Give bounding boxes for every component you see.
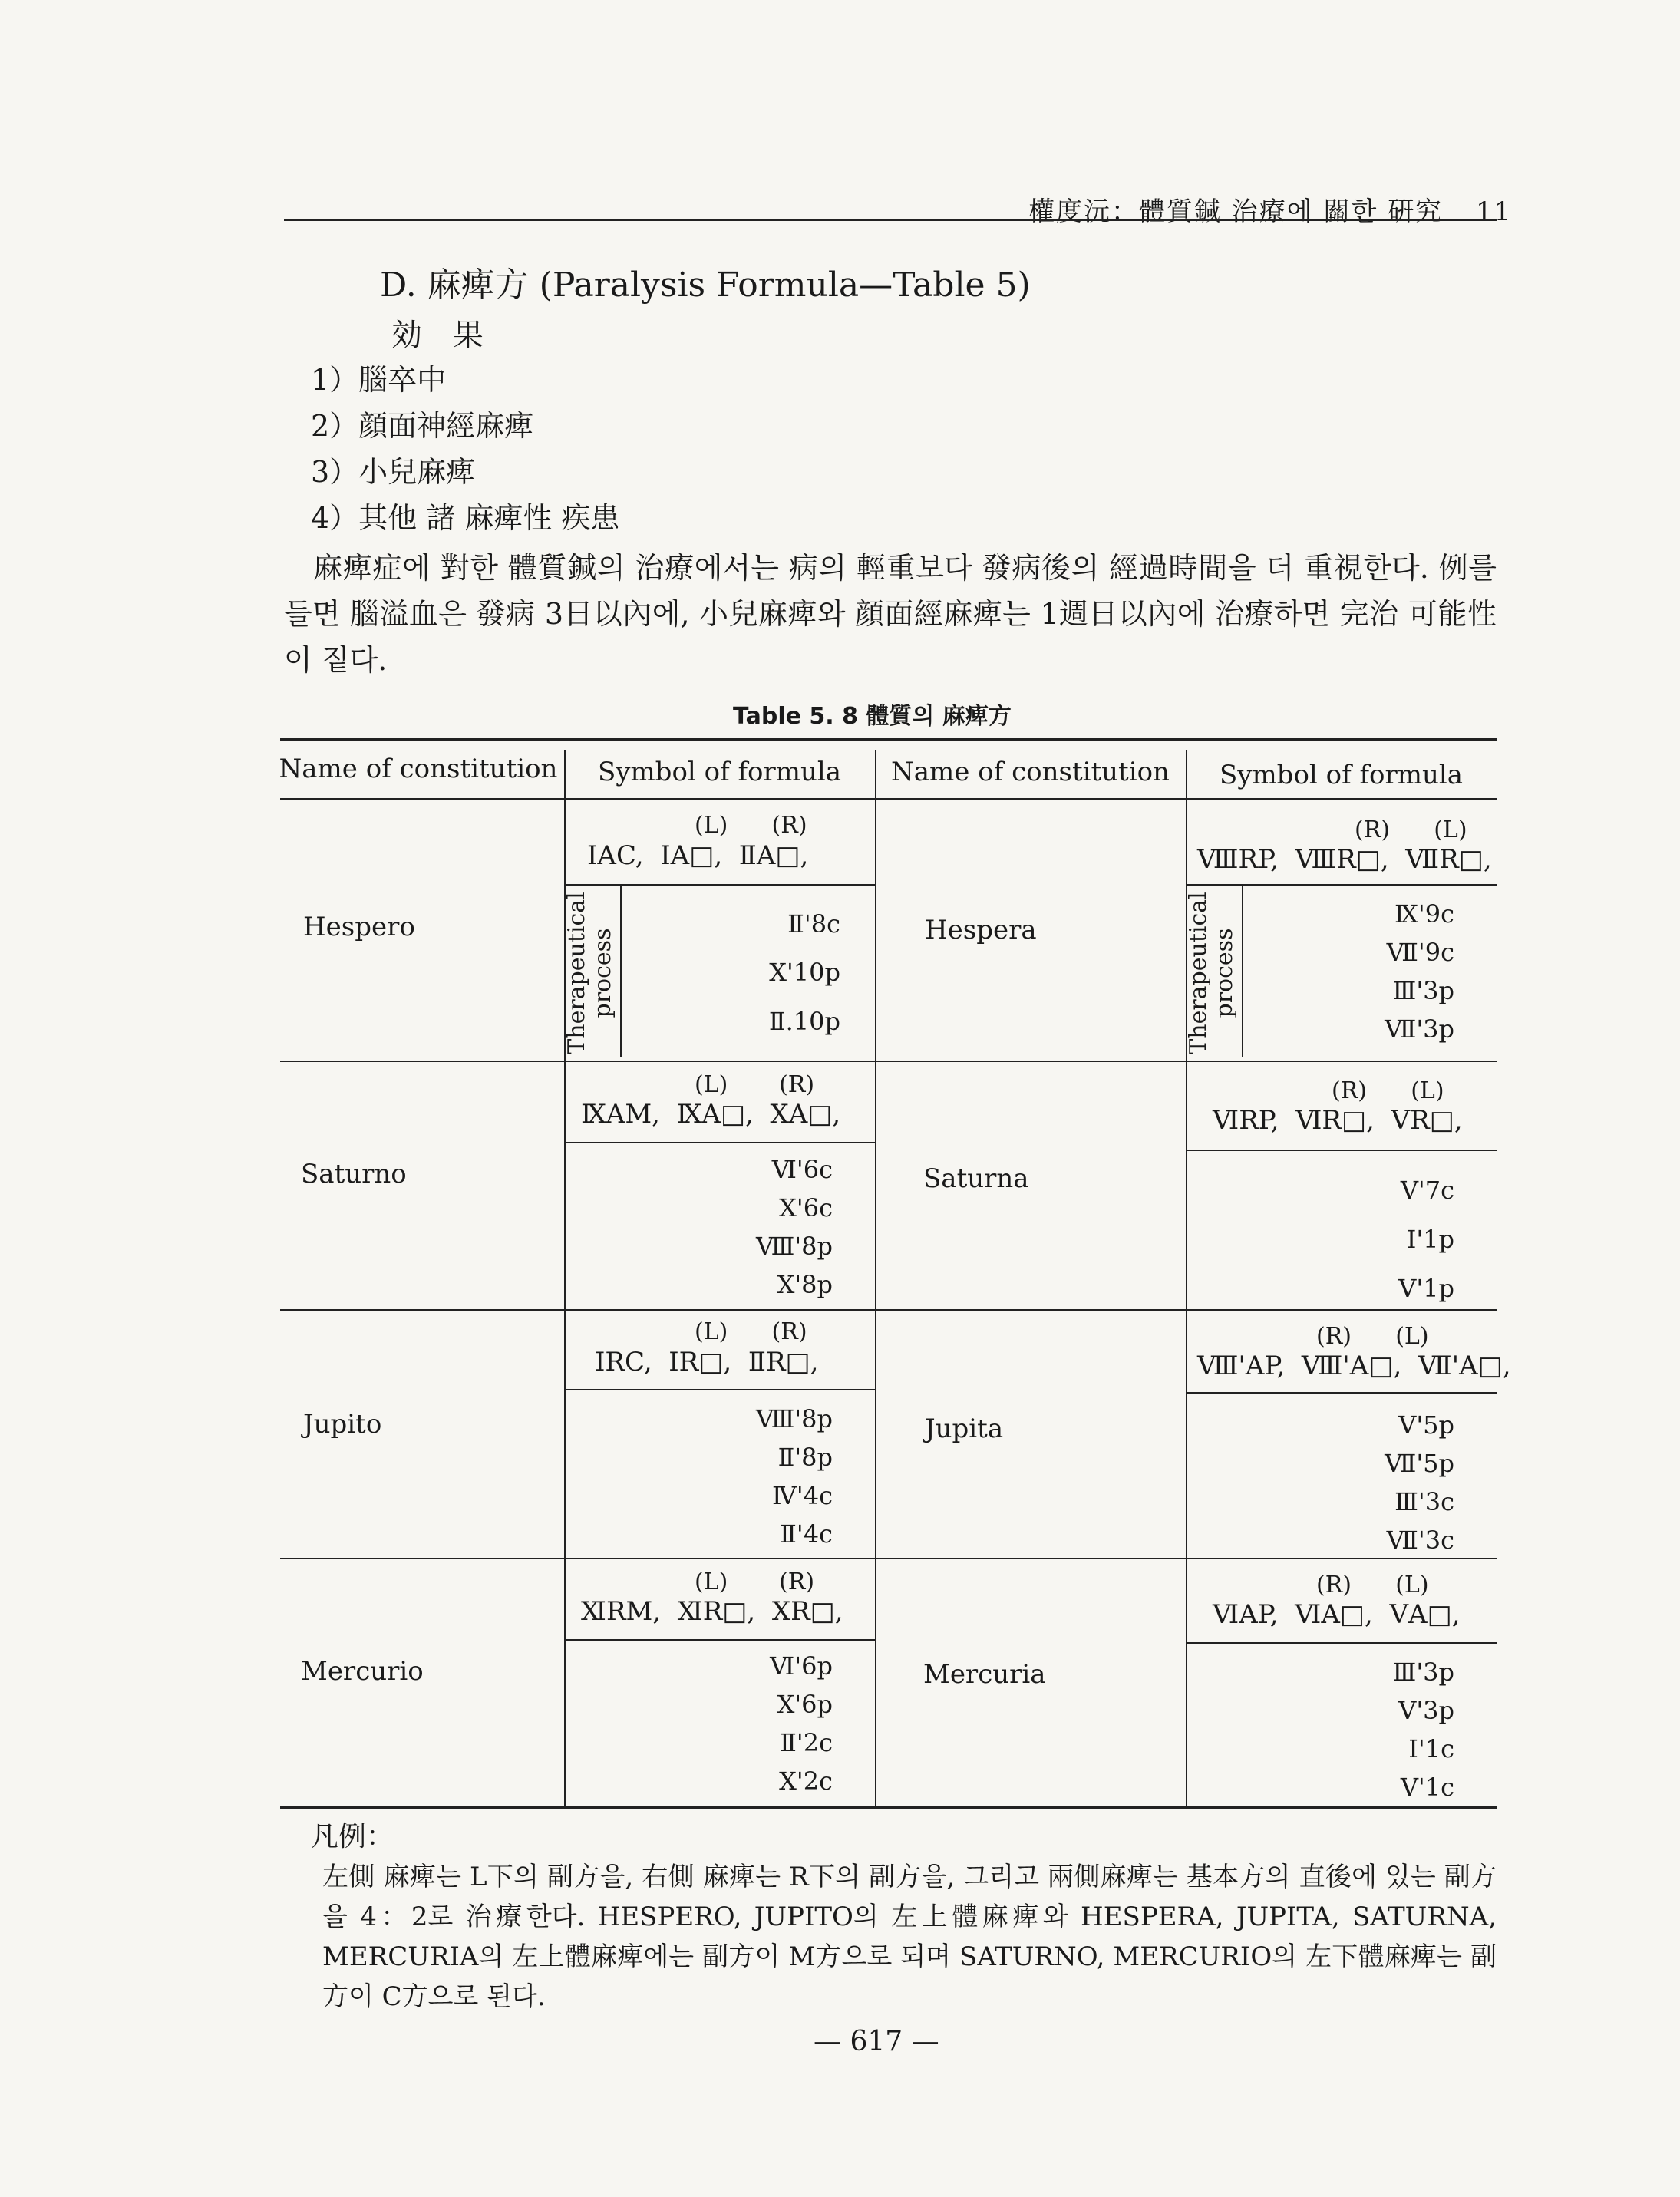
formula-main: ⅨAM, ⅨA□, ⅩA□, — [581, 1099, 841, 1130]
process-step: Ⅴ'5p — [1398, 1410, 1454, 1440]
process-step: Ⅲ'3p — [1392, 1658, 1454, 1687]
formula-sup: (L) (R) — [695, 1569, 815, 1595]
formula-rule — [564, 1639, 875, 1641]
formula-sup: (R) (L) — [1316, 1572, 1429, 1598]
table-top-rule — [280, 738, 1497, 741]
constitution-name: Jupito — [303, 1409, 382, 1440]
formula-sup: (R) (L) — [1332, 1077, 1444, 1104]
process-step: Ⅶ'9c — [1386, 938, 1454, 967]
formula-main: ⅠRC, ⅠR□, ⅡR□, — [595, 1347, 819, 1377]
notes-body: 左側 麻痺는 L下의 副方을, 右側 麻痺는 R下의 副方을, 그리고 兩側麻痺는 基本方의 直後에 있는 副方을 4：2로 治療한다. HESPERO, JUPITO의 左上體麻痺와 HESPERA, JUPITA, SATURNA, MERCURIA의 左上體麻痺에는 副方이 M方으로 되며 SATURNO, MERCURIO의 左下體麻痺는 副方이 C方으로 된다. — [322, 1862, 1497, 2012]
col-divider — [875, 750, 876, 1806]
process-step: Ⅱ'8c — [787, 909, 840, 939]
constitution-name: Saturna — [923, 1163, 1029, 1194]
constitution-name: Mercuria — [923, 1659, 1046, 1690]
process-step: Ⅲ'3p — [1392, 976, 1454, 1005]
notes-title: 凡例： — [311, 1821, 394, 1852]
body-paragraph: 麻痺症에 對한 體質鍼의 治療에서는 病의 輕重보다 發病後의 經過時間을 더 重視한다. 例를들면 腦溢血은 發病 3日以內에, 小兒麻痺와 顔面經麻痺는 1週日以內에 治療하면 完治 可能性이 짙다. — [284, 551, 1497, 677]
process-step: Ⅷ'8p — [755, 1404, 833, 1433]
effect-item: 1）腦卒中 — [311, 363, 447, 397]
process-label: Therapeutical process — [1185, 892, 1238, 1054]
process-step: Ⅹ'6p — [777, 1690, 833, 1719]
process-divider — [1242, 884, 1243, 1057]
process-step: Ⅴ'3p — [1398, 1696, 1454, 1725]
effect-item: 3）小兒麻痺 — [311, 455, 476, 489]
process-step: Ⅰ'1p — [1406, 1225, 1454, 1254]
header-name-left: Name of constitution — [279, 754, 558, 784]
process-step: Ⅰ'1c — [1408, 1734, 1454, 1763]
process-step: Ⅱ'4c — [780, 1519, 833, 1549]
formula-sup: (L) (R) — [695, 812, 807, 839]
constitution-name: Jupita — [925, 1414, 1004, 1444]
formula-sup: (R) (L) — [1316, 1323, 1429, 1350]
process-step: Ⅴ'7c — [1400, 1176, 1454, 1205]
formula-rule — [1186, 1392, 1497, 1394]
formula-main: ⅠAC, ⅠA□, ⅡA□, — [587, 840, 809, 871]
table-header-rule — [280, 798, 1497, 800]
table-bottom-rule — [280, 1806, 1497, 1809]
formula-rule — [564, 1142, 875, 1143]
process-step: Ⅹ'10p — [769, 958, 840, 987]
formula-rule — [1186, 1642, 1497, 1644]
formula-rule — [1186, 884, 1497, 886]
row-rule-3 — [280, 1558, 1497, 1559]
effect-item: 2）顔面神經麻痺 — [311, 409, 534, 443]
process-step: Ⅹ'8p — [777, 1270, 833, 1299]
process-divider — [620, 884, 622, 1057]
header-symbol-left: Symbol of formula — [597, 757, 842, 787]
running-header — [1028, 190, 1512, 228]
header-rule — [284, 219, 1497, 221]
process-step: Ⅲ'3c — [1394, 1487, 1454, 1516]
formula-main: ⅧRP, ⅧR□, ⅦR□, — [1197, 844, 1492, 875]
process-step: Ⅴ'1p — [1398, 1274, 1454, 1303]
header-name-right: Name of constitution — [891, 757, 1170, 787]
process-step: Ⅵ'6p — [770, 1651, 833, 1681]
process-step: Ⅱ'8p — [777, 1443, 833, 1472]
formula-sup: (R) (L) — [1355, 816, 1467, 843]
formula-main: Ⅷ'AP, Ⅷ'A□, Ⅶ'A□, — [1197, 1351, 1511, 1381]
row-rule-1 — [280, 1061, 1497, 1062]
constitution-name: Hespero — [303, 912, 415, 942]
constitution-name: Mercurio — [301, 1656, 424, 1687]
effects-list — [311, 357, 619, 541]
header-page-number: 11 — [1475, 196, 1513, 227]
process-step: Ⅳ'4c — [771, 1481, 833, 1510]
formula-main: ⅥRP, ⅥR□, ⅤR□, — [1213, 1105, 1463, 1136]
section-title: D. 麻痺方 (Paralysis Formula—Table 5) — [380, 266, 1031, 305]
constitution-name: Saturno — [301, 1159, 407, 1189]
running-title: 權度沅：體質鍼 治療에 關한 硏究 — [1028, 196, 1444, 227]
formula-sup: (L) (R) — [695, 1071, 815, 1098]
process-step: Ⅶ'5p — [1385, 1449, 1454, 1478]
formula-rule — [564, 1389, 875, 1390]
process-step: Ⅹ'2c — [779, 1767, 833, 1796]
effect-item: 4）其他 諸 麻痺性 疾患 — [311, 501, 620, 535]
formula-rule — [1186, 1150, 1497, 1151]
process-step: Ⅱ.10p — [768, 1007, 840, 1036]
header-symbol-right: Symbol of formula — [1219, 760, 1464, 790]
process-step: Ⅱ'2c — [780, 1728, 833, 1757]
constitution-name: Hespera — [925, 915, 1037, 945]
formula-main: ⅪRM, ⅪR□, ⅩR□, — [581, 1596, 843, 1627]
process-label: Therapeutical process — [563, 892, 616, 1054]
process-step: Ⅶ'3p — [1385, 1014, 1454, 1044]
process-step: Ⅸ'9c — [1394, 899, 1454, 929]
formula-sup: (L) (R) — [695, 1318, 807, 1345]
formula-rule — [564, 884, 875, 886]
formula-main: ⅥAP, ⅥA□, ⅤA□, — [1213, 1599, 1461, 1630]
effects-title: 効果 — [391, 318, 514, 353]
process-step: Ⅵ'6c — [771, 1155, 833, 1184]
row-rule-2 — [280, 1309, 1497, 1311]
page-number: — 617 — — [814, 2026, 939, 2057]
process-step: Ⅶ'3c — [1386, 1526, 1454, 1555]
table-caption: Table 5. 8 體質의 麻痺方 — [733, 703, 1012, 730]
process-step: Ⅷ'8p — [755, 1232, 833, 1261]
process-step: Ⅹ'6c — [779, 1193, 833, 1222]
process-step: Ⅴ'1c — [1400, 1773, 1454, 1802]
